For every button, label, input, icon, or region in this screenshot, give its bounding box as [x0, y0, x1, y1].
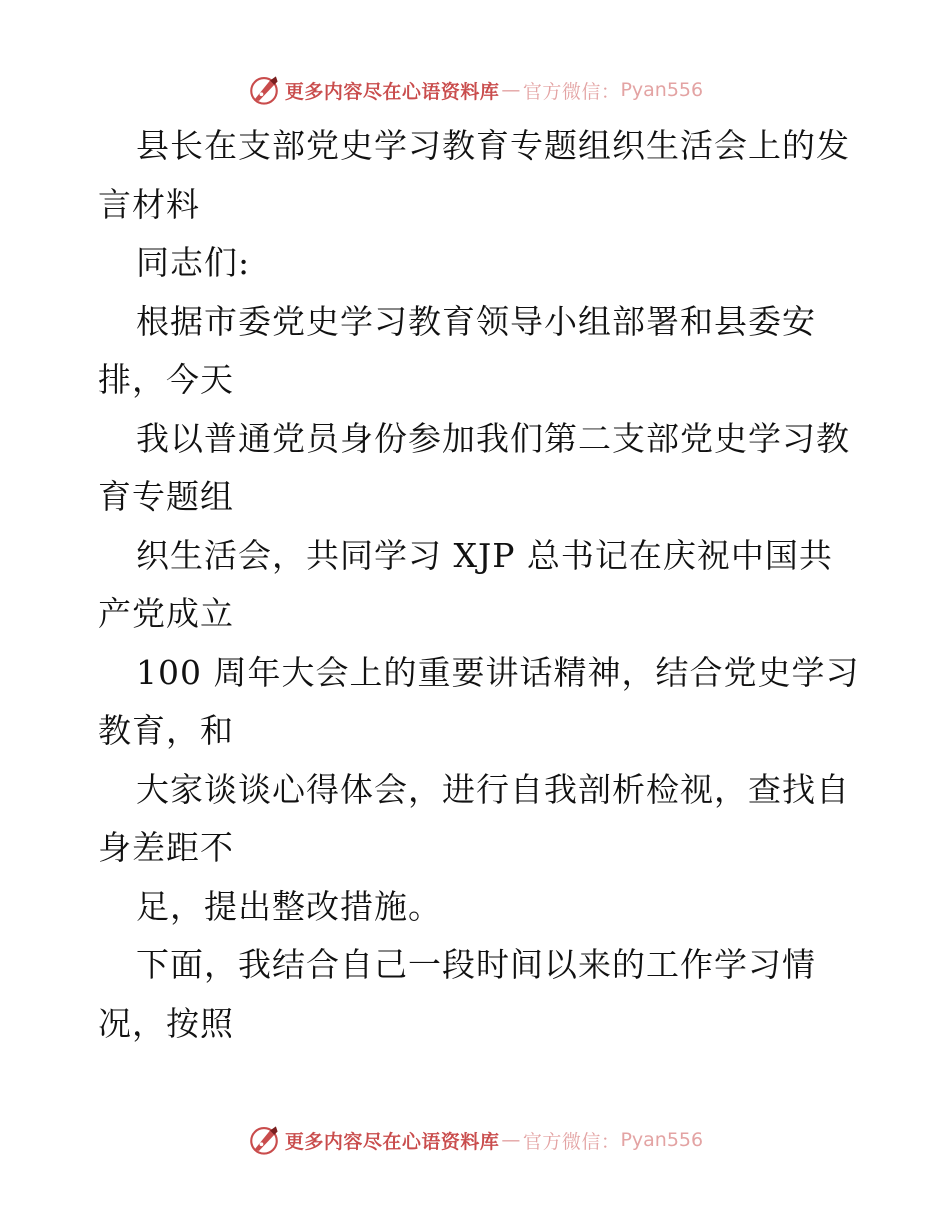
doc-text-line: 身差距不: [98, 828, 234, 867]
watermark-wechat-label: 官方微信：: [522, 1130, 621, 1153]
doc-salutation: 同志们:: [136, 243, 251, 282]
pen-nib-logo-icon: [247, 1123, 281, 1157]
doc-text-line: 足，提出整改措施。: [136, 886, 442, 926]
watermark-site-name: 更多内容尽在心语资料库: [284, 80, 500, 103]
watermark-dash: —: [501, 1129, 521, 1151]
doc-text-line: 我以普通党员身份参加我们第二支部党史学习教: [136, 418, 850, 458]
doc-text-line: 下面，我结合自己一段时间以来的工作学习情: [136, 945, 816, 984]
doc-title-line-1: 县长在支部党史学习教育专题组织生活会上的发: [136, 126, 850, 165]
watermark-wechat-label: 官方微信：: [522, 80, 621, 103]
doc-text-line: 教育，和: [98, 711, 234, 750]
doc-text-line: 产党成立: [98, 594, 234, 633]
doc-text-line: 排，今天: [98, 360, 234, 399]
watermark-wechat-id: Pyan556: [620, 1129, 704, 1151]
doc-text-line: 育专题组: [98, 477, 234, 516]
watermark-site-name: 更多内容尽在心语资料库: [284, 1130, 500, 1153]
doc-text-line: 况，按照: [98, 1003, 234, 1043]
watermark-dash: —: [501, 79, 521, 101]
doc-title-line-2: 言材料: [98, 184, 200, 224]
doc-text-line: 织生活会，共同学习 XJP 总书记在庆祝中国共: [136, 535, 833, 575]
doc-text-line: 大家谈谈心得体会，进行自我剖析检视，查找自: [136, 769, 850, 809]
doc-text-line: 100 周年大会上的重要讲话精神，结合党史学习: [136, 652, 860, 692]
document-body: [98, 117, 858, 1053]
watermark-wechat-id: Pyan556: [620, 79, 704, 101]
doc-text-line: 根据市委党史学习教育领导小组部署和县委安: [136, 301, 816, 341]
header-watermark: [0, 70, 950, 110]
pen-nib-logo-icon: [247, 73, 281, 107]
footer-watermark: [0, 1120, 950, 1160]
